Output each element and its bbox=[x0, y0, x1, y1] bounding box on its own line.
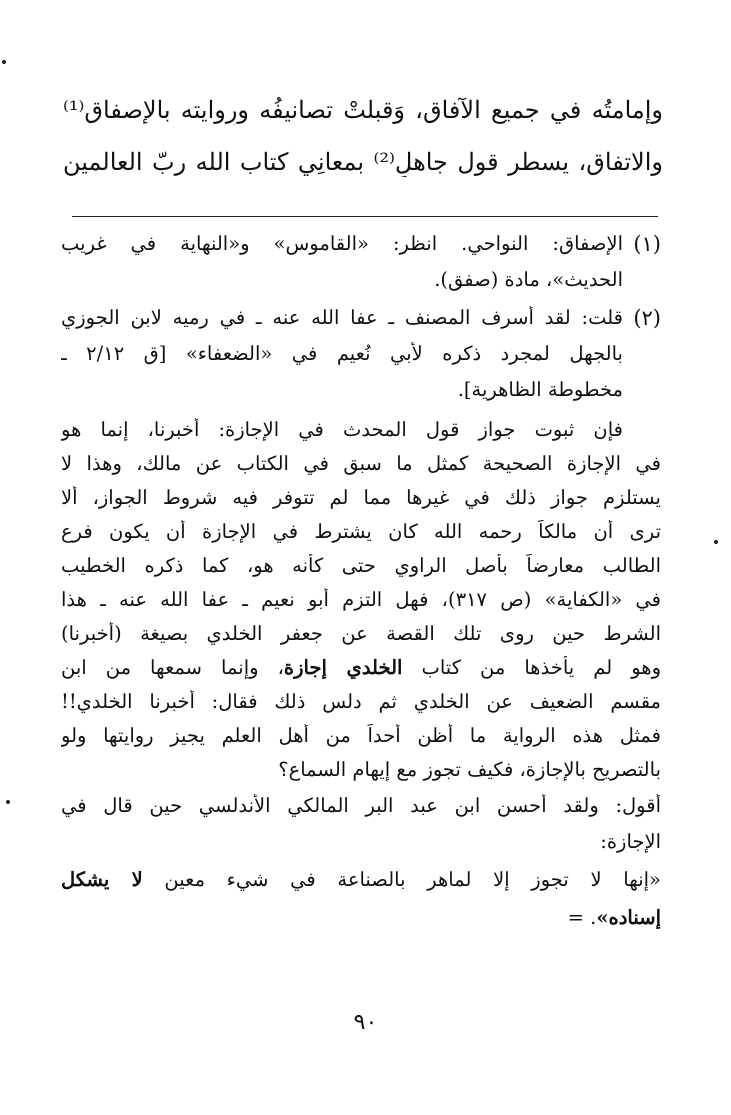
footnote-2-number: (٢) bbox=[633, 306, 661, 330]
quote-line-2 bbox=[61, 906, 661, 929]
footnote-separator bbox=[72, 216, 658, 217]
footnote-1-line-1: الإصفاق: النواحي. انظر: «القاموس» و«النهاية في غريب bbox=[61, 232, 623, 255]
paragraph-a-line-3: يستلزم جواز ذلك في غيرها مما لم تتوفر فيه شروط الجواز، ألا bbox=[61, 486, 661, 509]
footnote-2-line-2: بالجهل لمجرد ذكره لأبي نُعيم في «الضعفاء» [ق ٢/١٢ ـ bbox=[61, 342, 623, 365]
quote-line-1-text: «إنها لا تجوز إلا لماهر بالصناعة في شيء معين bbox=[142, 868, 661, 891]
paragraph-a-line-6: في «الكفاية» (ص ٣١٧)، فهل التزم أبو نعيم ـ عفا الله عنه ـ هذا bbox=[61, 588, 661, 611]
quote-line-2-bold: إسناده» bbox=[596, 906, 661, 929]
paragraph-a-line-4: ترى أن مالكاً رحمه الله كان يشترط في الإجازة أن يكون فرع bbox=[61, 520, 661, 543]
paragraph-b-line-2: فمثل هذه الرواية ما أظن أحداً من أهل العلم يجيز روايتها ولو bbox=[61, 724, 661, 747]
paragraph-b-line-4: أقول: ولقد أحسن ابن عبد البر المالكي الأندلسي حين قال في bbox=[61, 794, 661, 817]
paragraph-b-line-3: بالتصريح بالإجازة، فكيف تجوز مع إيهام السماع؟ bbox=[278, 758, 661, 781]
main-text-line-2: والاتفاق، يسطر قول جاهلٍ⁽²⁾ بمعانِي كتاب الله ربّ العالمين bbox=[63, 148, 663, 176]
scan-speck bbox=[2, 60, 6, 64]
scan-speck bbox=[6, 800, 10, 804]
quote-line-1-bold: لا يشكل bbox=[61, 868, 143, 891]
page-number: ٩٠ bbox=[353, 1010, 378, 1035]
scan-speck bbox=[714, 540, 718, 544]
paragraph-a-line-1: فإن ثبوت جواز قول المحدث في الإجازة: أخبرنا، إنما هو bbox=[61, 418, 623, 441]
quote-line-1 bbox=[61, 868, 661, 891]
paragraph-b-line-1: مقسم الضعيف عن الخلدي ثم دلس ذلك فقال: أخبرنا الخلدي!! bbox=[61, 690, 661, 713]
footnote-2-line-1: قلت: لقد أسرف المصنف ـ عفا الله عنه ـ في رميه لابن الجوزي bbox=[61, 306, 623, 329]
quote-line-2-text: . = bbox=[567, 906, 597, 929]
paragraph-a-line-5: الطالب معارضاً بأصل الراوي حتى كأنه هو، كما ذكره الخطيب bbox=[61, 554, 661, 577]
line-with-bold-phrase bbox=[61, 656, 661, 679]
bold-line-after: ، وإنما سمعها من ابن bbox=[61, 656, 284, 679]
bold-line-before: وهو لم يأخذها من كتاب bbox=[402, 656, 661, 679]
paragraph-a-line-2: في الإجازة الصحيحة كمثل ما سبق في الكتاب عن مالك، وهذا لا bbox=[61, 452, 661, 475]
paragraph-a-line-7: الشرط حين روى تلك القصة عن جعفر الخلدي بصيغة (أخبرنا) bbox=[61, 622, 661, 645]
footnote-1-number: (١) bbox=[633, 232, 661, 256]
bold-line-emphasis: الخلدي إجازة bbox=[283, 656, 403, 679]
footnote-2-line-3: مخطوطة الظاهرية]. bbox=[457, 378, 623, 401]
footnote-1-line-2: الحديث»، مادة (صفق). bbox=[434, 268, 623, 291]
main-text-line-1: وإمامتُه في جميع الآفاق، وَقبلتْ تصانيفُه ورِوايته بالإصفاق⁽¹⁾ bbox=[63, 96, 663, 124]
paragraph-b-line-5: الإجازة: bbox=[600, 830, 661, 853]
